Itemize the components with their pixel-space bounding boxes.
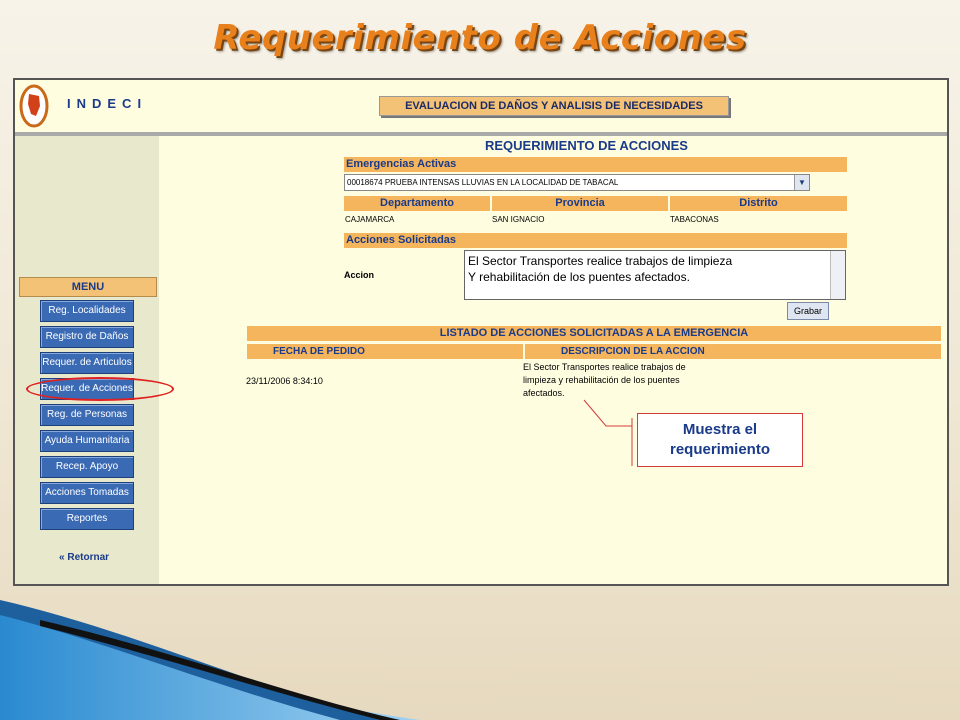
- col-fecha-pedido: FECHA DE PEDIDO: [247, 344, 523, 359]
- accion-text-line1: El Sector Transportes realice trabajos de limpieza: [468, 254, 733, 268]
- section-emergencias: Emergencias Activas: [344, 157, 847, 172]
- app-window: [13, 78, 949, 586]
- col-distrito: Distrito: [670, 196, 847, 211]
- menu-item-registro-danos[interactable]: Registro de Daños: [40, 326, 134, 348]
- value-departamento: CAJAMARCA: [345, 215, 395, 224]
- menu-item-requer-acciones[interactable]: Requer. de Acciones: [40, 378, 134, 400]
- accion-text-line2: Y rehabilitación de los puentes afectados.: [468, 270, 690, 284]
- emergency-select[interactable]: [344, 174, 810, 191]
- accion-label: Accion: [344, 270, 375, 280]
- row-desc-line1: El Sector Transportes realice trabajos de: [523, 362, 686, 372]
- col-departamento: Departamento: [344, 196, 490, 211]
- accion-textarea[interactable]: [464, 250, 846, 300]
- app-header: [15, 80, 947, 136]
- menu-header: MENU: [19, 277, 157, 297]
- slide-title: Requerimiento de Acciones: [213, 18, 747, 58]
- row-fecha: 23/11/2006 8:34:10: [246, 376, 323, 386]
- menu-item-requer-articulos[interactable]: Requer. de Articulos: [40, 352, 134, 374]
- indeci-logo-icon: [19, 84, 49, 128]
- value-distrito: TABACONAS: [670, 215, 719, 224]
- menu-item-recep-apoyo[interactable]: Recep. Apoyo: [40, 456, 134, 478]
- row-descripcion: [523, 361, 723, 400]
- menu-item-acciones-tomadas[interactable]: Acciones Tomadas: [40, 482, 134, 504]
- col-provincia: Provincia: [492, 196, 668, 211]
- brand-name: INDECI: [67, 96, 148, 111]
- listado-title: LISTADO DE ACCIONES SOLICITADAS A LA EMERGENCIA: [247, 326, 941, 341]
- chevron-down-icon[interactable]: ▼: [794, 175, 809, 190]
- double-left-arrow-icon: «: [59, 552, 65, 563]
- callout-box: [637, 413, 803, 467]
- sidebar: [15, 136, 159, 584]
- row-desc-line2: limpieza y rehabilitación de los puentes: [523, 375, 680, 385]
- textarea-scrollbar[interactable]: [830, 251, 845, 299]
- menu-item-ayuda-humanitaria[interactable]: Ayuda Humanitaria: [40, 430, 134, 452]
- menu-item-reportes[interactable]: Reportes: [40, 508, 134, 530]
- decorative-swoosh: [0, 590, 960, 720]
- back-link-label: Retornar: [67, 552, 110, 563]
- grabar-button[interactable]: Grabar: [787, 302, 829, 320]
- row-desc-line3: afectados.: [523, 388, 565, 398]
- value-provincia: SAN IGNACIO: [492, 215, 545, 224]
- module-banner: EVALUACION DE DAÑOS Y ANALISIS DE NECESIDADES: [379, 96, 729, 116]
- callout-line1: Muestra el: [682, 421, 758, 438]
- back-link[interactable]: [59, 552, 109, 563]
- menu-item-reg-localidades[interactable]: Reg. Localidades: [40, 300, 134, 322]
- section-acciones: Acciones Solicitadas: [344, 233, 847, 248]
- page-title: REQUERIMIENTO DE ACCIONES: [485, 138, 688, 153]
- callout-line2: requerimiento: [669, 441, 771, 458]
- highlight-ellipse: [26, 377, 174, 401]
- menu-item-reg-personas[interactable]: Reg. de Personas: [40, 404, 134, 426]
- col-descripcion: DESCRIPCION DE LA ACCION: [525, 344, 941, 359]
- emergency-select-value: 00018674 PRUEBA INTENSAS LLUVIAS EN LA LOCALIDAD DE TABACAL: [347, 178, 619, 187]
